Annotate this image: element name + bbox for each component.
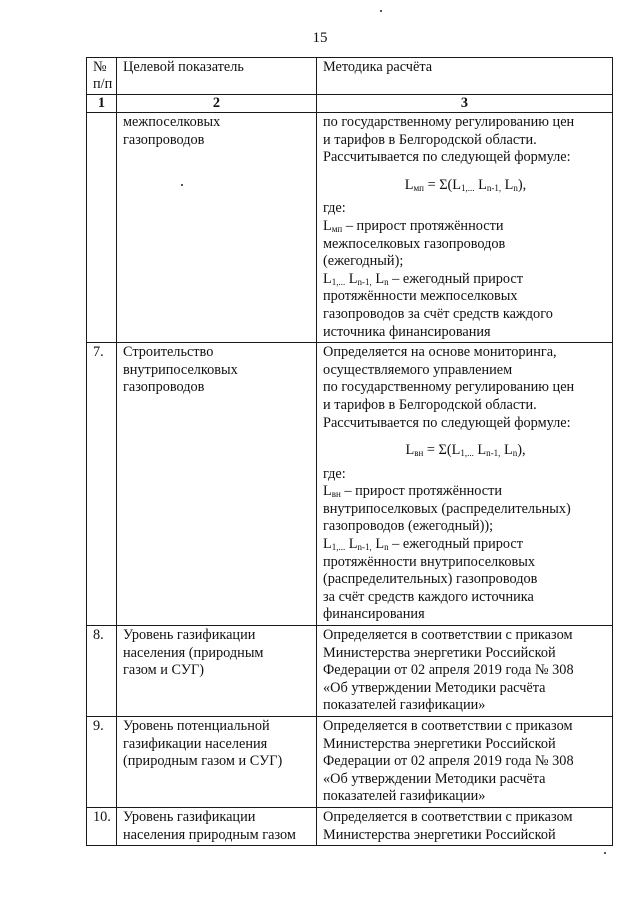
method-line: за счёт средств каждого источника: [323, 588, 534, 605]
method-line: показателей газификации»: [323, 788, 486, 805]
row-number: 8.: [87, 626, 117, 717]
method-line: газопроводов за счёт средств каждого: [323, 305, 553, 322]
method-line: (распределительных) газопроводов: [323, 571, 538, 588]
formula: $L_{вн} = \Sigma(L_{1,...}$ $L_{n-1,}$ $L_n$),: [405, 442, 526, 459]
method-cell: [317, 343, 613, 626]
indicator-cell: [117, 113, 317, 343]
method-line: газопроводов (ежегодный));: [323, 518, 494, 535]
scan-speck: [181, 184, 183, 186]
header-num: [87, 58, 117, 95]
table-row: [87, 113, 613, 343]
method-line: межпоселковых газопроводов: [323, 235, 506, 252]
indicator-cell: [117, 626, 317, 717]
method-line: «Об утверждении Методики расчёта: [323, 770, 546, 787]
method-line: (ежегодный);: [323, 253, 404, 270]
method-line: Федерации от 02 апреля 2019 года № 308: [323, 662, 574, 679]
row-number: 7.: [87, 343, 117, 626]
scan-speck: [380, 10, 382, 12]
method-line: $L_{1,...}$ $L_{n-1,}$ $L_n$ – ежегодный прирост: [323, 536, 523, 553]
method-line: Министерства энергетики Российской: [323, 826, 556, 843]
indicator-line: населения (природным: [123, 644, 264, 661]
methodology-table: [86, 57, 613, 846]
column-number-1: 1: [87, 95, 117, 113]
method-line: «Об утверждении Методики расчёта: [323, 679, 546, 696]
indicator-cell: [117, 807, 317, 845]
method-cell: [317, 113, 613, 343]
method-line: внутрипоселковых (распределительных): [323, 500, 571, 517]
indicator-line: межпоселковых: [123, 114, 221, 130]
table-row: [87, 626, 613, 717]
method-line: Министерства энергетики Российской: [323, 644, 556, 661]
indicator-cell: [117, 343, 317, 626]
indicator-line: газопроводов: [123, 131, 205, 148]
table-header-row: [87, 58, 613, 95]
method-line: осуществляемого управлением: [323, 361, 513, 378]
method-line: и тарифов в Белгородской области.: [323, 396, 537, 413]
table-row: [87, 343, 613, 626]
method-line: Определяется на основе мониторинга,: [323, 344, 557, 361]
method-line: Определяется в соответствии с приказом: [323, 627, 573, 644]
method-line: Министерства энергетики Российской: [323, 735, 556, 752]
indicator-line: Строительство: [123, 344, 214, 361]
scan-speck: [604, 852, 606, 854]
method-line: по государственному регулированию цен: [323, 379, 575, 396]
method-line: по государственному регулированию цен: [323, 114, 575, 130]
method-line: $L_{мп}$ – прирост протяжённости: [323, 217, 504, 234]
header-method: Методика расчёта: [317, 58, 613, 95]
indicator-line: Уровень потенциальной: [123, 718, 270, 734]
method-line: протяжённости внутрипоселковых: [323, 553, 536, 570]
method-line: финансирования: [323, 606, 425, 623]
row-number: 9.: [87, 717, 117, 808]
indicator-line: населения природным газом: [123, 826, 296, 843]
page-number: 15: [312, 30, 328, 46]
header-num-line-1: №: [93, 59, 107, 75]
method-line: Федерации от 02 апреля 2019 года № 308: [323, 753, 574, 770]
row-number: 10.: [87, 807, 117, 845]
method-line: где:: [323, 465, 346, 482]
method-line: Рассчитывается по следующей формуле:: [323, 414, 571, 431]
indicator-line: газификации населения: [123, 735, 268, 752]
indicator-line: (природным газом и СУГ): [123, 753, 283, 770]
indicator-line: газопроводов: [123, 379, 205, 396]
column-number-row: [87, 95, 613, 113]
method-cell: [317, 626, 613, 717]
column-number-3: 3: [317, 95, 613, 113]
indicator-line: Уровень газификации: [123, 808, 256, 825]
method-line: где:: [323, 200, 346, 217]
indicator-line: Уровень газификации: [123, 627, 256, 644]
method-cell: [317, 807, 613, 845]
header-indicator: Целевой показатель: [117, 58, 317, 95]
method-line: Определяется в соответствии с приказом: [323, 718, 573, 734]
table-row: [87, 807, 613, 845]
method-line: Рассчитывается по следующей формуле:: [323, 149, 571, 166]
indicator-line: внутрипоселковых: [123, 361, 238, 378]
method-cell: [317, 717, 613, 808]
method-line: $L_{вн}$ – прирост протяжённости: [323, 483, 503, 500]
indicator-cell: [117, 717, 317, 808]
indicator-line: газом и СУГ): [123, 662, 204, 679]
table-row: [87, 717, 613, 808]
method-line: $L_{1,...}$ $L_{n-1,}$ $L_n$ – ежегодный прирост: [323, 270, 523, 287]
header-num-line-2: п/п: [93, 76, 113, 92]
method-line: показателей газификации»: [323, 697, 486, 714]
method-line: протяжённости межпоселковых: [323, 288, 518, 305]
formula: $L_{мп} = \Sigma(L_{1,...}$ $L_{n-1,}$ $L_n$),: [404, 176, 527, 193]
method-line: и тарифов в Белгородской области.: [323, 131, 537, 148]
method-line: Определяется в соответствии с приказом: [323, 808, 573, 825]
method-line: источника финансирования: [323, 323, 491, 340]
column-number-2: 2: [117, 95, 317, 113]
row-number: [87, 113, 117, 343]
